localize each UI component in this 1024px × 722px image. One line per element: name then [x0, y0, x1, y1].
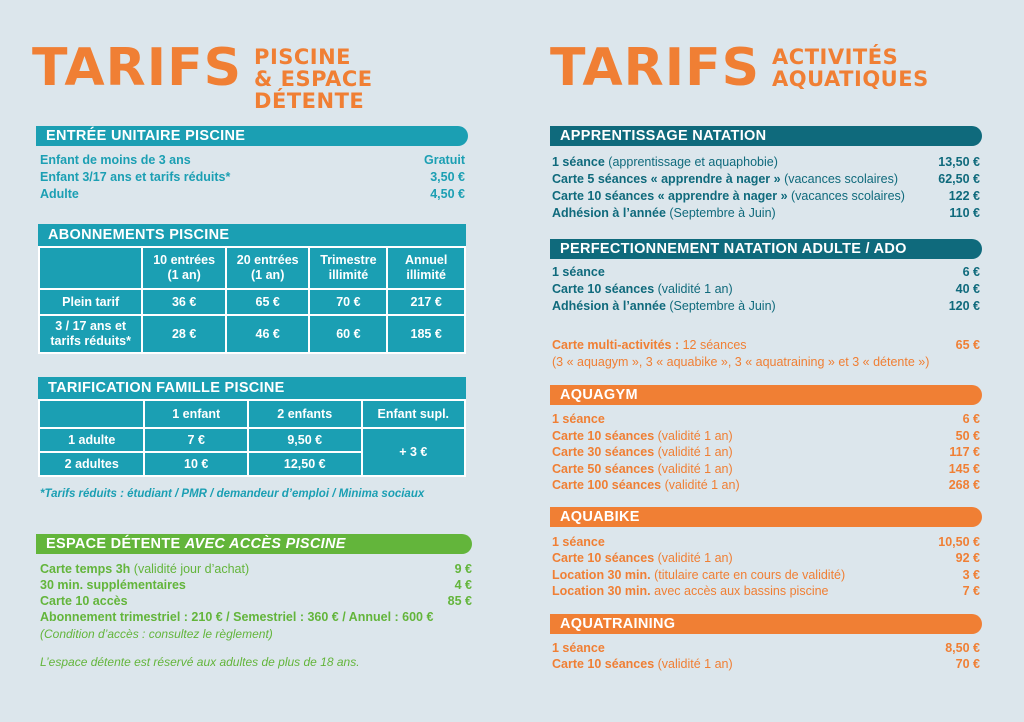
table-cell: 10 € — [145, 453, 246, 475]
column-header: Trimestre illimité — [310, 248, 386, 288]
table-cell: 60 € — [310, 316, 386, 352]
aquabike-row: Location 30 min. avec accès aux bassins piscine 7 € — [552, 584, 980, 598]
table-corner — [40, 248, 141, 288]
perfectionnement-row: Adhésion à l’année (Septembre à Juin) 120 € — [552, 299, 980, 313]
entree-header: ENTRÉE UNITAIRE PISCINE — [36, 126, 468, 146]
row-header: 3 / 17 ans et tarifs réduits* — [40, 316, 141, 352]
detente-row: Abonnement trimestriel : 210 € / Semestriel : 360 € / Annuel : 600 € — [40, 610, 434, 624]
column-header: 10 entrées (1 an) — [143, 248, 225, 288]
table-cell-supl: + 3 € — [363, 429, 464, 475]
right-title-main: TARIFS — [550, 38, 761, 98]
aquabike-row: 1 séance 10,50 € — [552, 535, 980, 549]
aquagym-row: 1 séance 6 € — [552, 412, 980, 426]
column-header: 20 entrées (1 an) — [227, 248, 309, 288]
right-title — [550, 40, 929, 96]
aquatraining-header: AQUATRAINING — [550, 614, 982, 634]
table-cell: 7 € — [145, 429, 246, 451]
aquagym-row: Carte 30 séances (validité 1 an) 117 € — [552, 445, 980, 459]
table-cell: 12,50 € — [249, 453, 361, 475]
entree-row: Adulte 4,50 € — [40, 187, 465, 201]
perfectionnement-row: 1 séance 6 € — [552, 265, 980, 279]
detente-row: Carte temps 3h (validité jour d’achat) 9 € — [40, 562, 472, 576]
abonnements-header: ABONNEMENTS PISCINE — [38, 224, 466, 246]
column-header: 2 enfants — [249, 401, 361, 427]
entree-row: Enfant de moins de 3 ans Gratuit — [40, 153, 465, 167]
apprentissage-header: APPRENTISSAGE NATATION — [550, 126, 982, 146]
left-title — [32, 38, 468, 113]
perfectionnement-row: Carte 10 séances (validité 1 an) 40 € — [552, 282, 980, 296]
table-cell: 185 € — [388, 316, 464, 352]
apprentissage-row: 1 séance (apprentissage et aquaphobie) 13,50 € — [552, 155, 980, 169]
column-header: Enfant supl. — [363, 401, 464, 427]
table-cell: 9,50 € — [249, 429, 361, 451]
detente-condition: (Condition d’accès : consultez le règlement) — [40, 627, 273, 641]
perfectionnement-header: PERFECTIONNEMENT NATATION ADULTE / ADO — [550, 239, 982, 259]
left-title-main: TARIFS — [32, 38, 243, 98]
table-cell: 28 € — [143, 316, 225, 352]
row-header: Plein tarif — [40, 290, 141, 314]
detente-row: Carte 10 accès 85 € — [40, 594, 472, 608]
aquabike-header: AQUABIKE — [550, 507, 982, 527]
detente-note: L’espace détente est réservé aux adultes de plus de 18 ans. — [40, 655, 360, 669]
aquatraining-row: 1 séance 8,50 € — [552, 641, 980, 655]
table-cell: 70 € — [310, 290, 386, 314]
left-title-subtitle: PISCINE & ESPACE DÉTENTE — [254, 45, 373, 113]
abonnements-table — [38, 246, 466, 354]
apprentissage-row: Carte 5 séances « apprendre à nager » (vacances scolaires) 62,50 € — [552, 172, 980, 186]
aquabike-row: Carte 10 séances (validité 1 an) 92 € — [552, 551, 980, 565]
column-header: 1 enfant — [145, 401, 246, 427]
detente-row: 30 min. supplémentaires 4 € — [40, 578, 472, 592]
multi-row: Carte multi-activités : 12 séances 65 € — [552, 338, 980, 352]
aquagym-row: Carte 100 séances (validité 1 an) 268 € — [552, 478, 980, 492]
apprentissage-row: Adhésion à l’année (Septembre à Juin) 110 € — [552, 206, 980, 220]
apprentissage-row: Carte 10 séances « apprendre à nager » (vacances scolaires) 122 € — [552, 189, 980, 203]
row-header: 2 adultes — [40, 453, 143, 475]
detente-header: ESPACE DÉTENTE AVEC ACCÈS PISCINE — [36, 534, 472, 554]
table-corner — [40, 401, 143, 427]
table-cell: 65 € — [227, 290, 309, 314]
footnote: *Tarifs réduits : étudiant / PMR / demandeur d’emploi / Minima sociaux — [40, 488, 425, 500]
aquagym-header: AQUAGYM — [550, 385, 982, 405]
famille-table — [38, 399, 466, 477]
aquabike-row: Location 30 min. (titulaire carte en cours de validité) 3 € — [552, 568, 980, 582]
multi-detail: (3 « aquagym », 3 « aquabike », 3 « aquatraining » et 3 « détente ») — [552, 355, 930, 369]
row-header: 1 adulte — [40, 429, 143, 451]
entree-row: Enfant 3/17 ans et tarifs réduits* 3,50 € — [40, 170, 465, 184]
aquagym-row: Carte 50 séances (validité 1 an) 145 € — [552, 462, 980, 476]
famille-header: TARIFICATION FAMILLE PISCINE — [38, 377, 466, 399]
table-cell: 46 € — [227, 316, 309, 352]
table-cell: 217 € — [388, 290, 464, 314]
column-header: Annuel illimité — [388, 248, 464, 288]
aquatraining-row: Carte 10 séances (validité 1 an) 70 € — [552, 657, 980, 671]
aquagym-row: Carte 10 séances (validité 1 an) 50 € — [552, 429, 980, 443]
table-cell: 36 € — [143, 290, 225, 314]
right-title-subtitle: ACTIVITÉS AQUATIQUES — [772, 45, 929, 91]
